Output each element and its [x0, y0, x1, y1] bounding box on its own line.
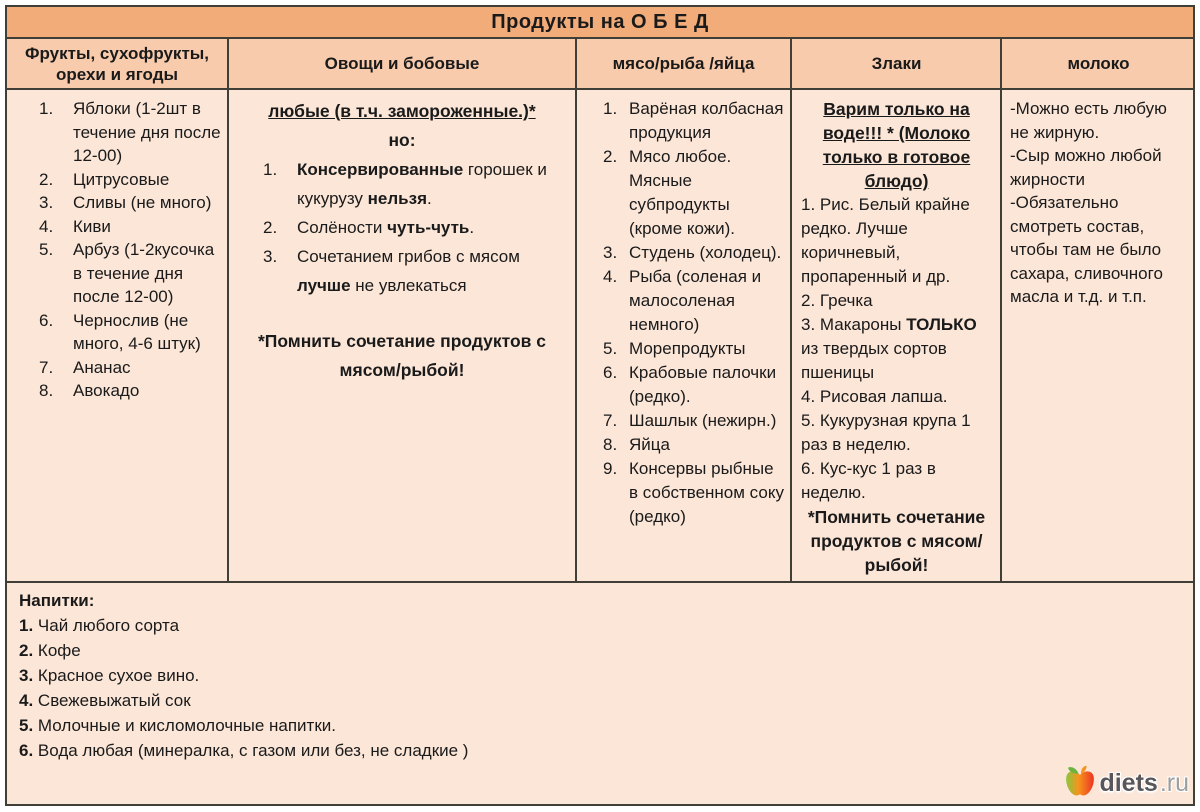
logo-tld: .ru [1159, 769, 1189, 797]
list-item: 6. Вода любая (минералка, с газом или без, не сладкие ) [19, 741, 469, 760]
cell-milk [1002, 90, 1193, 581]
list-item: Консервированные горошек и кукурузу нельзя. [297, 160, 547, 208]
list-item: -Можно есть любую не жирную. [1010, 99, 1167, 142]
vegetables-but: но: [388, 130, 416, 150]
list-item: Рыба (соленая и малосоленая немного) [629, 267, 762, 334]
list-item: Сочетанием грибов с мясом лучше не увлекаться [297, 247, 520, 295]
list-item: 3. Красное сухое вино. [19, 666, 200, 685]
header-meat-fish-eggs: мясо/рыба /яйца [577, 39, 792, 88]
list-item: 2. Кофе [19, 641, 81, 660]
header-fruits: Фрукты, сухофрукты, орехи и ягоды [7, 39, 229, 88]
list-item: Солёности чуть-чуть. [297, 218, 475, 237]
list-item: Яйца [629, 435, 670, 454]
vegetables-intro: любые (в т.ч. замороженные.)* [268, 101, 536, 121]
list-item: Чернослив (не много, 4-6 штук) [73, 310, 201, 353]
cell-meat-fish-eggs [577, 90, 792, 581]
list-item: 4. Свежевыжатый сок [19, 691, 191, 710]
grains-intro: Варим только на воде!!! * (Молоко только в готовое блюдо) [822, 99, 971, 191]
table-header-row [7, 39, 1193, 90]
list-item: Мясо любое. Мясные субпродукты (кроме кожи). [629, 147, 736, 238]
list-item: 2. Гречка [801, 291, 873, 310]
list-item: 5. Кукурузная крупа 1 раз в неделю. [801, 411, 971, 454]
meat-list [581, 97, 786, 529]
list-item: Цитрусовые [73, 169, 170, 189]
lunch-products-table [5, 5, 1195, 806]
list-item: 3. Макароны ТОЛЬКО из твердых сортов пшеницы [801, 315, 977, 382]
cell-fruits [7, 90, 229, 581]
list-item: Ананас [73, 357, 131, 377]
list-item: -Обязательно смотреть состав, чтобы там не было сахара, сливочного масла и т.д. и т.п. [1010, 193, 1163, 306]
grains-paragraphs [801, 193, 992, 505]
list-item: Крабовые палочки (редко). [629, 363, 777, 406]
table-title: Продукты на О Б Е Д [7, 7, 1193, 39]
grains-note: *Помнить сочетание продуктов с мясом/рыбой! [807, 507, 986, 575]
header-vegetables: Овощи и бобовые [229, 39, 577, 88]
list-item: Авокадо [73, 381, 140, 400]
list-item: 1. Рис. Белый крайне редко. Лучше коричневый, пропаренный и др. [801, 195, 970, 286]
list-item: Шашлык (нежирн.) [629, 411, 777, 430]
diets-ru-logo [1063, 765, 1189, 802]
list-item: Студень (холодец). [629, 243, 782, 262]
list-item: 1. Чай любого сорта [19, 616, 180, 635]
list-item: Яблоки (1-2шт в течение дня после 12-00) [73, 99, 221, 165]
list-item: Консервы рыбные в собственном соку (редко) [629, 459, 784, 526]
cell-vegetables [229, 90, 577, 581]
list-item: 6. Кус-кус 1 раз в неделю. [801, 459, 936, 502]
fruits-list [11, 97, 223, 403]
milk-lines [1010, 97, 1187, 309]
logo-name: diets [1099, 769, 1158, 797]
list-item: Киви [73, 216, 111, 236]
list-item: Арбуз (1-2кусочка в течение дня после 12-00) [73, 240, 215, 306]
list-item: -Сыр можно любой жирности [1010, 146, 1162, 189]
drinks-list [19, 613, 1181, 763]
apple-icon [1063, 765, 1097, 802]
list-item: Сливы (не много) [73, 193, 212, 212]
cell-grains [792, 90, 1002, 581]
list-item: 5. Молочные и кисломолочные напитки. [19, 716, 336, 735]
list-item: Морепродукты [629, 339, 746, 358]
list-item: Варёная колбасная продукция [629, 99, 784, 142]
list-item: 4. Рисовая лапша. [801, 387, 948, 406]
vegetables-note: *Помнить сочетание продуктов с мясом/рыбой! [257, 331, 547, 380]
vegetables-list [233, 155, 571, 300]
drinks-section [7, 583, 1193, 804]
header-milk: молоко [1067, 54, 1130, 73]
header-grains: Злаки [792, 39, 1002, 88]
table-body-row [7, 90, 1193, 583]
drinks-title: Напитки: [19, 591, 95, 610]
